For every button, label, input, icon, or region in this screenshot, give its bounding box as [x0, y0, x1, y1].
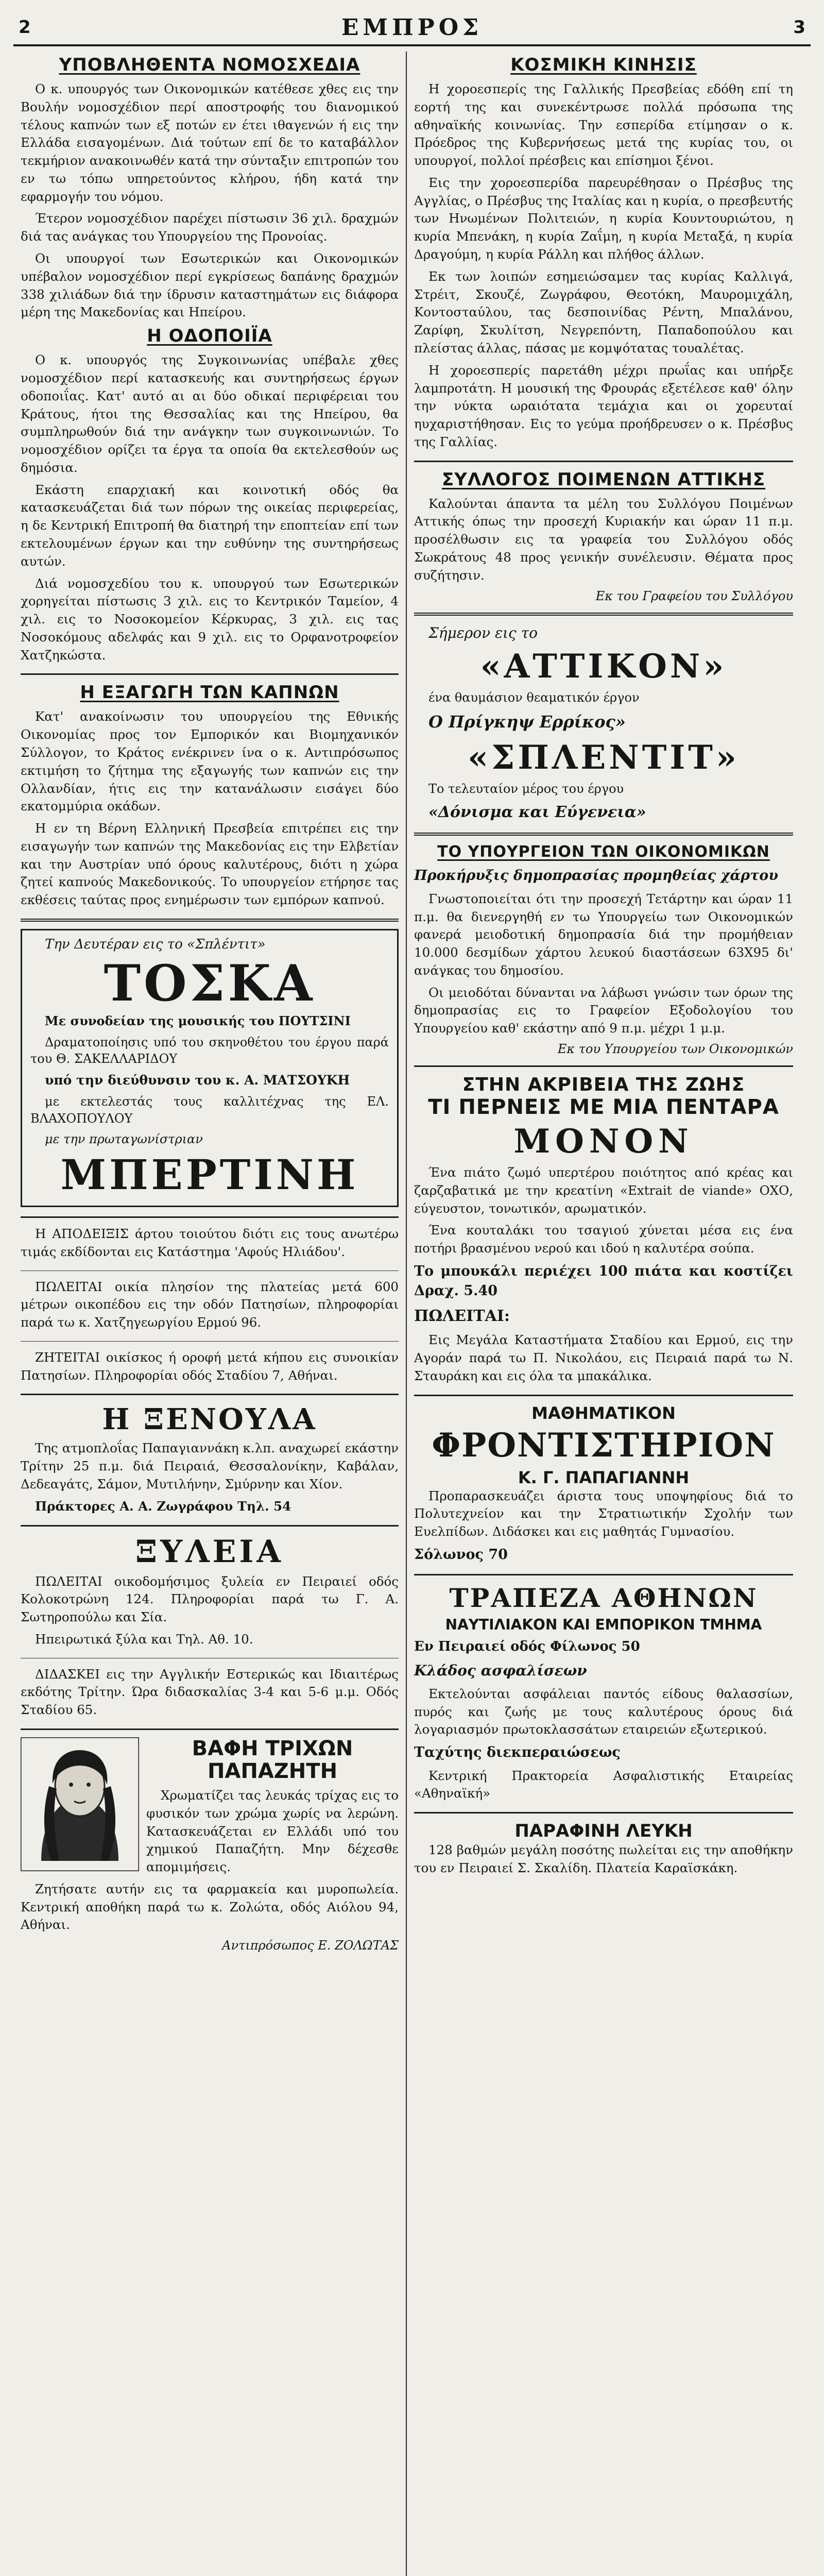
wood-ad	[21, 1534, 399, 1719]
divider	[414, 613, 793, 616]
hair-dye-paragraph-2: Ζητήσατε αυτήν εις τα φαρμακεία και μυροπωλεία. Κεντρική αποθήκη παρά τω κ. Ζολώτα, οδός Αιόλου 94, Αθήναι.	[21, 1881, 399, 1933]
divider	[414, 461, 793, 462]
woman-portrait-icon	[21, 1737, 139, 1871]
divider	[21, 1394, 399, 1395]
ministry-subhead: Προκήρυξις δημοπρασίας προμηθείας χάρτου	[414, 868, 779, 884]
tosca-line-3: υπό την διεύθυνσιν του κ. Α. ΜΑΤΣΟΥΚΗ	[45, 1073, 350, 1088]
divider	[21, 1525, 399, 1527]
divider	[21, 1728, 399, 1730]
wood-heading: ΞΥΛΕΙΑ	[135, 1533, 284, 1570]
hair-dye-heading: ΒΑΦΗ ΤΡΙΧΩΝ ΠΑΠΑΖΗΤΗ	[192, 1737, 353, 1783]
divider	[414, 1574, 793, 1575]
tutoring-ad	[414, 1403, 793, 1565]
tutoring-text: Προπαρασκευάζει άριστα τους υποψηφίους διά το Πολυτεχνείον και την Στρατιωτικήν Σχολήν των Ευελπίδων. Διδάσκει και εις μαθητάς Γυμνασίου.	[414, 1488, 793, 1539]
splendid-film: «Δόνισμα και Εύγενεια»	[428, 803, 646, 821]
paper-title: ΕΜΠΡΟΣ	[341, 14, 483, 41]
bills-heading: ΥΠΟΒΛΗΘΕΝΤΑ ΝΟΜΟΣΧΕΔΙΑ	[59, 55, 360, 75]
bills-article	[21, 55, 399, 321]
tosca-ad	[21, 929, 399, 1207]
bank-speed: Ταχύτης διεκπεραιώσεως	[414, 1744, 621, 1761]
roads-paragraph-1: Ο κ. υπουργός της Συγκοινωνίας υπέβαλε χθες νομοσχέδιον περί κατασκευής και συντηρήσεως έργων οδοποιΐας. Κατ' αυτό αι αι δύο οδικαί περιφέρειαι του Κράτους, ήτοι της Θεσσαλίας και της Ηπείρου, θα συμπληρωθούν διά την ανάγκην των συγκοινωνιών. Το νομοσχέδιον ορίζει τα έργα τα οποία θα εκτελεσθούν ως δημόσια.	[21, 352, 399, 475]
columns	[13, 52, 811, 2576]
tobacco-article	[21, 682, 399, 909]
extract-paragraph-2: Ένα κουταλάκι του τσαγιού χύνεται μέσα εις ένα ποτήρι βρασμένου νερού και ιδού η καλυτέρα σούπα.	[414, 1223, 793, 1256]
divider	[21, 1216, 399, 1218]
tosca-line-5: με την πρωταγωνίστριαν	[45, 1132, 203, 1147]
social-paragraph-1: Η χοροεσπερίς της Γαλλικής Πρεσβείας εδόθη επί τη εορτή της και συνεκέντρωσε πολλά πρόσωπα της αθηναϊκής κοινωνίας. Την εσπερίδα ετίμησαν ο κ. Πρόεδρος της Κυβερνήσεως μετά της κυρίας του, οι υπουργοί, πολλοί πρέσβεις και επίσημοι ξένοι.	[414, 81, 793, 168]
divider	[414, 1395, 793, 1396]
tobacco-paragraph-1: Κατ' ανακοίνωσιν του υπουργείου της Εθνικής Οικονομίας προς τον Εμπορικόν και Βιομηχανικόν Σύλλογον, το Κράτος ενέκρινεν ίνα ο κ. Αντιπρόσωπος εκτιμήση το ζήτημα της εξαγωγής των καπνών εις την Ολλανδίαν, ήτις εις την κατανάλωσιν εισάγει δύο εκατομμύρια οκάδων.	[21, 709, 399, 814]
divider	[414, 1065, 793, 1067]
ministry-paragraph-1: Γνωστοποιείται ότι την προσεχή Τετάρτην και ώραν 11 π.μ. θα διενεργηθή εν τω Υπουργείω των Οικονομικών φανερά μειοδοτική δημοπρασία διά την προμήθειαν 10.000 δεσμίδων χάρτου λευκού διαστάσεων 63Χ95 δι' ανάγκας του δημοσίου.	[414, 891, 793, 978]
bills-paragraph-1: Ο κ. υπουργός των Οικονομικών κατέθεσε χθες εις την Βουλήν νομοσχέδιον περί αποστροφής του διανομικού τέλους καπνών των εξ ποτών εν έτει ιθαγενών ή εις την Ελλάδα εισαγομένων. Διά τούτων επί δε το καταβάλλον τεκμήριον ανακοινωθέν κατά την σύνταξιν επιτροπών του εν τω τόπω υπηρετούντος κλήρου, ήδη κατά την εφαρμογήν του νόμου.	[21, 81, 399, 204]
attikon-today: Σήμερον εις το	[428, 624, 538, 641]
paraffin-text: 128 βαθμών μεγάλη ποσότης πωλείται εις την αποθήκην του εν Πειραιεί Σ. Σκαλίδη. Πλατεία Καραϊσκάκη.	[414, 1842, 793, 1875]
divider	[21, 673, 399, 675]
hair-dye-signature: Αντιπρόσωπος Ε. ΖΟΛΩΤΑΣ	[222, 1938, 399, 1953]
ministry-signature: Εκ του Υπουργείου των Οικονομικών	[557, 1042, 793, 1057]
ministry-paragraph-2: Οι μειοδόται δύνανται να λάβωσι γνώσιν των όρων της δημοπρασίας εις το Γραφείον Εξοδολογίου του Υπουργείου καθ' εκάστην από 9 π.μ. μέχρι 1 μ.μ.	[414, 985, 793, 1036]
divider	[21, 1341, 399, 1342]
club-signature: Εκ του Γραφείου του Συλλόγου	[595, 588, 793, 603]
bank-heading: ΤΡΑΠΕΖΑ ΑΘΗΝΩΝ	[449, 1583, 758, 1614]
xenoula-text: Της ατμοπλοΐας Παπαγιαννάκη κ.λπ. αναχωρεί εκάστην Τρίτην 25 π.μ. διά Πειραιά, Θεσσαλονίκην, Καβάλαν, Δεδεαγάτς, Σάμον, Μυτιλήνην, Σμύρνην και Χίον.	[21, 1440, 399, 1492]
tosca-intro: Την Δευτέραν εις το «Σπλέντιτ»	[45, 937, 266, 953]
roads-article	[21, 326, 399, 664]
tutoring-owner: Κ. Γ. ΠΑΠΑΓΙΑΝΝΗ	[518, 1467, 690, 1487]
extract-price: Το μπουκάλι περιέχει 100 πιάτα και κοστίζει Δραχ. 5.40	[414, 1263, 793, 1299]
attikon-theatre: «ΑΤΤΙΚΟΝ»	[480, 647, 727, 686]
classified-3: ΖΗΤΕΙΤΑΙ οικίσκος ή οροφή μετά κήπου εις συνοικίαν Πατησίων. Πληροφορίαι οδός Σταδίου 7, Αθήναι.	[21, 1349, 399, 1383]
bank-line-2: Κλάδος ασφαλίσεων	[414, 1662, 587, 1680]
hair-dye-ad	[21, 1737, 399, 1953]
extract-banner-1: ΣΤΗΝ ΑΚΡΙΒΕΙΑ ΤΗΣ ΖΩΗΣ	[462, 1074, 745, 1096]
extract-banner-3: ΜΟΝΟΝ	[513, 1122, 694, 1161]
hair-dye-paragraph-1: Χρωματίζει τας λευκάς τρίχας εις το φυσικόν των χρώμα χωρίς να λερώνη. Κατασκευάζεται εν Ελλάδι υπό του χημικού Παπαζήτη. Μην δέχεσθε απομιμήσεις.	[146, 1788, 399, 1875]
divider	[414, 833, 793, 836]
wood-paragraph-2: Ηπειρωτικά ξύλα και Τηλ. Αθ. 10.	[35, 1631, 253, 1647]
bank-agent: Κεντρική Πρακτορεία Ασφαλιστικής Εταιρείας «Αθηναϊκή»	[414, 1768, 793, 1801]
tosca-title: ΤΟΣΚΑ	[104, 954, 316, 1013]
tosca-line-1: Με συνοδείαν της μουσικής του ΠΟΥΤΣΙΝΙ	[45, 1013, 351, 1029]
club-notice	[414, 469, 793, 603]
paraffin-heading: ΠΑΡΑΦΙΝΗ ΛΕΥΚΗ	[514, 1821, 693, 1842]
social-paragraph-2: Εις την χοροεσπερίδα παρευρέθησαν ο Πρέσβυς της Αγγλίας, ο Πρέσβυς της Ιταλίας και η κυρία, ο πρεσβευτής των Ηνωμένων Πολιτειών, η κυρία Κουντουριώτου, η κυρία Μπενάκη, η κυρία Ζαΐμη, η κυρία Μεταξά, η κυρία Δραγούμη, η κυρία Ράλλη και πλήθος άλλων.	[414, 175, 793, 262]
divider	[414, 1812, 793, 1814]
page-number-left: 2	[19, 17, 31, 38]
meat-extract-ad	[414, 1074, 793, 1385]
page-number-right: 3	[793, 17, 805, 38]
extract-paragraph-1: Ένα πιάτο ζωμό υπερτέρου ποιότητος από κρέας και ζαρζαβατικά με την κρεατίνη «Extrait de viande» ΟΧΟ, εύγευστον, τονωτικόν, αρωματικόν.	[414, 1165, 793, 1216]
ministry-notice	[414, 843, 793, 1056]
splendid-theatre: «ΣΠΛΕΝΤΙΤ»	[468, 738, 740, 777]
tutoring-title: ΦΡΟΝΤΙΣΤΗΡΙΟΝ	[432, 1426, 776, 1465]
club-heading: ΣΥΛΛΟΓΟΣ ΠΟΙΜΕΝΩΝ ΑΤΤΙΚΗΣ	[441, 469, 766, 490]
club-text: Καλούνται άπαντα τα μέλη του Συλλόγου Ποιμένων Αττικής όπως την προσεχή Κυριακήν και ώραν 11 π.μ. προσέλθωσιν εις τα γραφεία του Συλλόγου οδός Σωκράτους 48 προς γενικήν συνέλευσιν. Θέματα προς συζήτησιν.	[414, 496, 793, 583]
tosca-line-2: Δραματοποίησις υπό του σκηνοθέτου του έργου παρά του Θ. ΣΑΚΕΛΛΑΡΙΔΟΥ	[30, 1035, 389, 1066]
tosca-line-4: με εκτελεστάς τους καλλιτέχνας της ΕΛ. ΒΛΑΧΟΠΟΥΛΟΥ	[30, 1094, 389, 1126]
bills-paragraph-3: Οι υπουργοί των Εσωτερικών και Οικονομικών υπέβαλον νομοσχέδιον περί εγκρίσεως δαπάνης δραχμών 338 χιλιάδων διά την ίδρυσιν καταστημάτων εις διάφορα μέρη της Μακεδονίας και Ηπείρου.	[21, 251, 399, 320]
tobacco-heading: Η ΕΞΑΓΩΓΗ ΤΩΝ ΚΑΠΝΩΝ	[80, 682, 339, 703]
left-column	[13, 52, 407, 2576]
tosca-star: ΜΠΕΡΤΙΝΗ	[60, 1150, 359, 1199]
xenoula-agent: Πράκτορες Α. Α. Ζωγράφου Τηλ. 54	[35, 1498, 291, 1514]
xenoula-ad	[21, 1402, 399, 1515]
roads-heading: Η ΟΔΟΠΟΙΪΑ	[147, 326, 272, 347]
ministry-heading: ΤΟ ΥΠΟΥΡΓΕΙΟΝ ΤΩΝ ΟΙΚΟΝΟΜΙΚΩΝ	[437, 843, 770, 861]
bills-paragraph-2: Έτερον νομοσχέδιον παρέχει πίστωσιν 36 χιλ. δραχμών διά τας ανάγκας του Υπουργείου της Προνοίας.	[21, 211, 399, 244]
bank-ad	[414, 1583, 793, 1803]
classified-1: Η ΑΠΟΔΕΙΞΙΣ άρτου τοιούτου διότι εις τους ανωτέρω τιμάς εκδίδονται εις Κατάστημα 'Αφούς Ηλιάδου'.	[21, 1226, 399, 1259]
bank-line-1: Εν Πειραιεί οδός Φίλωνος 50	[414, 1639, 640, 1655]
attikon-line-1: ένα θαυμάσιον θεαματικόν έργον	[428, 690, 640, 705]
social-paragraph-4: Η χοροεσπερίς παρετάθη μέχρι πρωΐας και υπήρξε λαμπροτάτη. Η μουσική της Φρουράς εξετέλεσε καθ' όλην την νύκτα ωραιότατα τεμάχια και οι χορευταί ηυχαριστήθησαν. Εις το γεύμα προήδρευσεν ο κ. Πρέσβυς της Γαλλίας.	[414, 362, 793, 449]
social-article	[414, 55, 793, 451]
divider	[21, 1270, 399, 1271]
right-column	[407, 52, 800, 2576]
extract-banner-2: ΤΙ ΠΕΡΝΕΙΣ ΜΕ ΜΙΑ ΠΕΝΤΑΡΑ	[428, 1095, 779, 1120]
tutoring-address: Σόλωνος 70	[414, 1546, 508, 1563]
divider	[21, 919, 399, 922]
roads-paragraph-2: Εκάστη επαρχιακή και κοινοτική οδός θα κατασκευάζεται διά των πόρων της οικείας περιφερείας, η δε Κεντρική Επιτροπή θα διατηρή την εποπτείαν επί των εκτελουμένων έργων και την ευθύνην της συντηρήσεως αυτών.	[21, 482, 399, 569]
extract-paragraph-3: Εις Μεγάλα Καταστήματα Σταδίου και Ερμού, εις την Αγοράν παρά τω Π. Νικολάου, εις Πειραιά παρά τω Ν. Σταυράκη και εις όλα τα μπακάλικα.	[414, 1332, 793, 1383]
wood-paragraph-3: ΔΙΔΑΣΚΕΙ εις την Αγγλικήν Εστερικώς και Ιδιαιτέρως εκδότης Τρίτην. Ώρα διδασκαλίας 3-4 και 5-6 μ.μ. Οδός Σταδίου 65.	[21, 1666, 399, 1718]
tutoring-top: ΜΑΘΗΜΑΤΙΚΟΝ	[531, 1403, 676, 1423]
xenoula-heading: Η ΞΕΝΟΥΛΑ	[102, 1402, 317, 1437]
attikon-ad	[414, 623, 793, 824]
wood-paragraph-1: ΠΩΛΕΙΤΑΙ οικοδομήσιμος ξυλεία εν Πειραιεί οδός Κολοκοτρώνη 124. Πληροφορίαι παρά τω Γ. Α. Σωτηροπούλω και Σία.	[21, 1573, 399, 1625]
attikon-film: Ο Πρίγκηψ Ερρίκος»	[428, 712, 626, 732]
roads-paragraph-3: Διά νομοσχεδίου του κ. υπουργού των Εσωτερικών χορηγείται πίστωσις 3 χιλ. εις το Κεντρικόν Ταμείον, 4 χιλ. εις το Νοσοκομείον Κέρκυρας, 3 χιλ. εις τας Νοσοκόμους αδελφάς και 9 χιλ. εις το Ορφανοτροφείον Χατζηκώστα.	[21, 575, 399, 663]
paraffin-ad	[414, 1821, 793, 1877]
tobacco-paragraph-2: Η εν τη Βέρνη Ελληνική Πρεσβεία επιτρέπει εις την εισαγωγήν των καπνών της Μακεδονίας εις την Ελβετίαν και την Αυστρίαν υπό όρους καλυτέρους, διότι η χώρα ζητεί καπνούς Μακεδονικούς. Το υπουργείον ετήρησε τας εκθέσεις ταύτας προς ενημέρωσιν των εμπόρων καπνού.	[21, 821, 399, 908]
classified-2: ΠΩΛΕΙΤΑΙ οικία πλησίον της πλατείας μετά 600 μέτρων οικοπέδου εις την οδόν Πατησίων, πληροφορίαι παρά τω κ. Χατζηγεωργίου Ερμού 96.	[21, 1279, 399, 1330]
masthead	[13, 10, 811, 46]
extract-sale-heading: ΠΩΛΕΙΤΑΙ:	[414, 1307, 510, 1325]
social-heading: ΚΟΣΜΙΚΗ ΚΙΝΗΣΙΣ	[510, 55, 697, 75]
classifieds	[21, 1225, 399, 1384]
bank-text: Εκτελούνται ασφάλειαι παντός είδους θαλασσίων, πυρός και ζωής με τους καλυτέρους όρους διά λογαριασμόν πρωτοκλασσάτων εταιρειών εξωτερικού.	[414, 1686, 793, 1737]
bank-subhead: ΝΑΥΤΙΛΙΑΚΟΝ ΚΑΙ ΕΜΠΟΡΙΚΟΝ ΤΜΗΜΑ	[445, 1616, 762, 1634]
splendid-line: Το τελευταίον μέρος του έργου	[428, 781, 624, 796]
social-paragraph-3: Εκ των λοιπών εσημειώσαμεν τας κυρίας Καλλιγά, Στρέιτ, Σκουζέ, Ζωγράφου, Θεοτόκη, Μαυρομιχάλη, Κοντοσταύλου, τας δεσποινίδας Ρέντη, Μπαλάνου, Ζαρίφη, Σκυλίτση, Νεγρεπόντη, Παπαδοπούλου και πλείστας άλλας, πάσας με κομψότατας τουαλέτας.	[414, 268, 793, 355]
